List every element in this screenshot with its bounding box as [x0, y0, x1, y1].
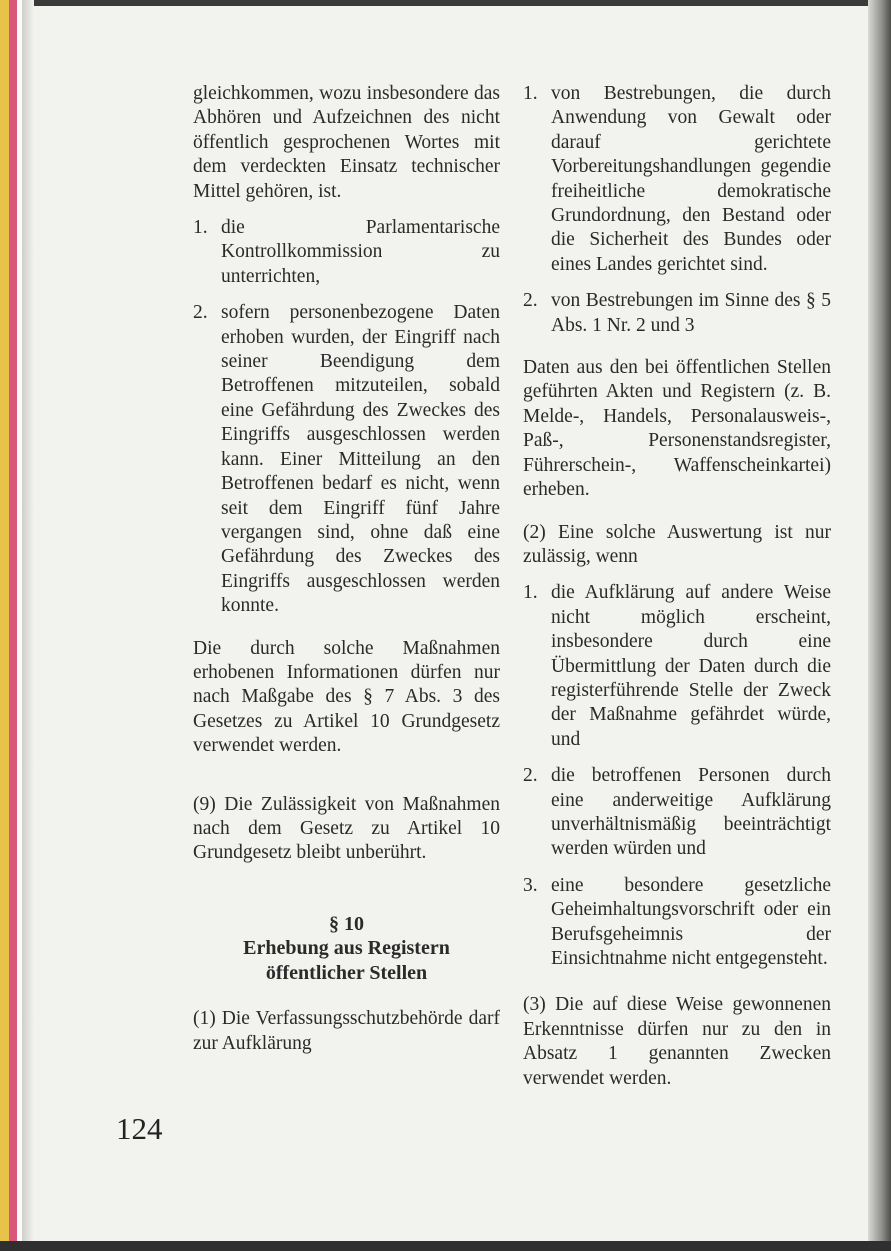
list-number: 1. [193, 217, 208, 239]
list-number: 2. [523, 765, 538, 787]
page-edge-shadow [868, 0, 891, 1251]
list-text: die betroffenen Personen durch eine anderweitige Aufklärung unverhältnismäßig beeinträchtigt werden würden und [551, 765, 831, 860]
scan-bottom-edge [0, 1241, 891, 1251]
list-text: die Aufklärung auf andere Weise nicht möglich erscheint, insbesondere durch eine Übermittlung der Daten durch die registerführende Stelle der Zweck der Maßnahme gefährdet würde, und [551, 582, 831, 750]
scan-top-edge [0, 0, 891, 6]
list-text: eine besondere gesetzliche Geheimhaltungsvorschrift oder ein Berufsgeheimnis der Einsichtnahme nicht entgegensteht. [551, 874, 831, 969]
page-number: 124 [116, 1111, 163, 1146]
intro-paragraph: gleichkommen, wozu insbesondere das Abhören und Aufzeichnen des nicht öffentlich gesprochenen Wortes mit dem verdeckten Einsatz technischer Mittel gehören, ist. [193, 83, 500, 202]
list-number: 2. [523, 290, 538, 312]
list-number: 2. [193, 302, 208, 324]
binding-edge-pink [9, 0, 17, 1251]
list-item [523, 82, 831, 277]
list-item [193, 216, 500, 289]
list-text: sofern personenbezogene Daten erhoben wurden, der Eingriff nach seiner Beendigung dem Betroffenen mitzuteilen, sobald eine Gefährdung des Zweckes des Eingriffs ausgeschlossen werden kann. Einer Mitteilung an den Betroffenen bedarf es nicht, wenn seit dem Eingriff fünf Jahre vergangen sind, ohne daß eine Gefährdung des Zweckes des Eingriffs ausgeschlossen werden konnte. [221, 302, 500, 617]
paragraph-9: (9) Die Zulässigkeit von Maßnahmen nach dem Gesetz zu Artikel 10 Grundgesetz bleibt unberührt. [193, 793, 500, 864]
list-item [523, 874, 831, 972]
list-text: von Bestrebungen, die durch Anwendung von Gewalt oder darauf gerichtete Vorbereitungshandlungen gegendie freiheitliche demokratische Grundordnung, den Bestand oder die Sicherheit des Bundes oder eines Landes gerichtet sind. [551, 83, 831, 275]
binding-shadow [22, 0, 34, 1251]
left-column [193, 82, 500, 1056]
list-number: 1. [523, 582, 538, 604]
list-number: 1. [523, 83, 538, 104]
paragraph-1: (1) Die Verfassungsschutzbehörde darf zur Aufklärung [193, 1008, 500, 1054]
list-item [193, 301, 500, 618]
paragraph-3: (3) Die auf diese Weise gewonnenen Erkenntnisse dürfen nur zu den in Absatz 1 genannten Zwecken verwendet werden. [523, 994, 831, 1089]
data-collection-paragraph: Daten aus den bei öffentlichen Stellen geführten Akten und Registern (z. B. Melde-, Handels, Personalausweis-, Paß-, Personenstandsregister, Führerschein-, Waffenscheinkartei) erheben. [523, 357, 831, 501]
list-text: von Bestrebungen im Sinne des § 5 Abs. 1 Nr. 2 und 3 [551, 290, 831, 336]
list-number: 3. [523, 874, 538, 896]
binding-edge-yellow [0, 0, 9, 1251]
section-title: Erhebung aus Registern öffentlicher Stellen [243, 937, 450, 984]
paragraph-2: (2) Eine solche Auswertung ist nur zulässig, wenn [523, 521, 831, 567]
section-number: § 10 [329, 912, 364, 935]
information-paragraph: Die durch solche Maßnahmen erhobenen Informationen dürfen nur nach Maßgabe des § 7 Abs. 3 des Gesetzes zu Artikel 10 Grundgesetz verwendet werden. [193, 637, 500, 757]
right-column [523, 82, 831, 1091]
list-item [523, 289, 831, 338]
list-item [523, 764, 831, 862]
list-text: die Parlamentarische Kontrollkommission zu unterrichten, [221, 217, 500, 287]
list-item [523, 581, 831, 752]
